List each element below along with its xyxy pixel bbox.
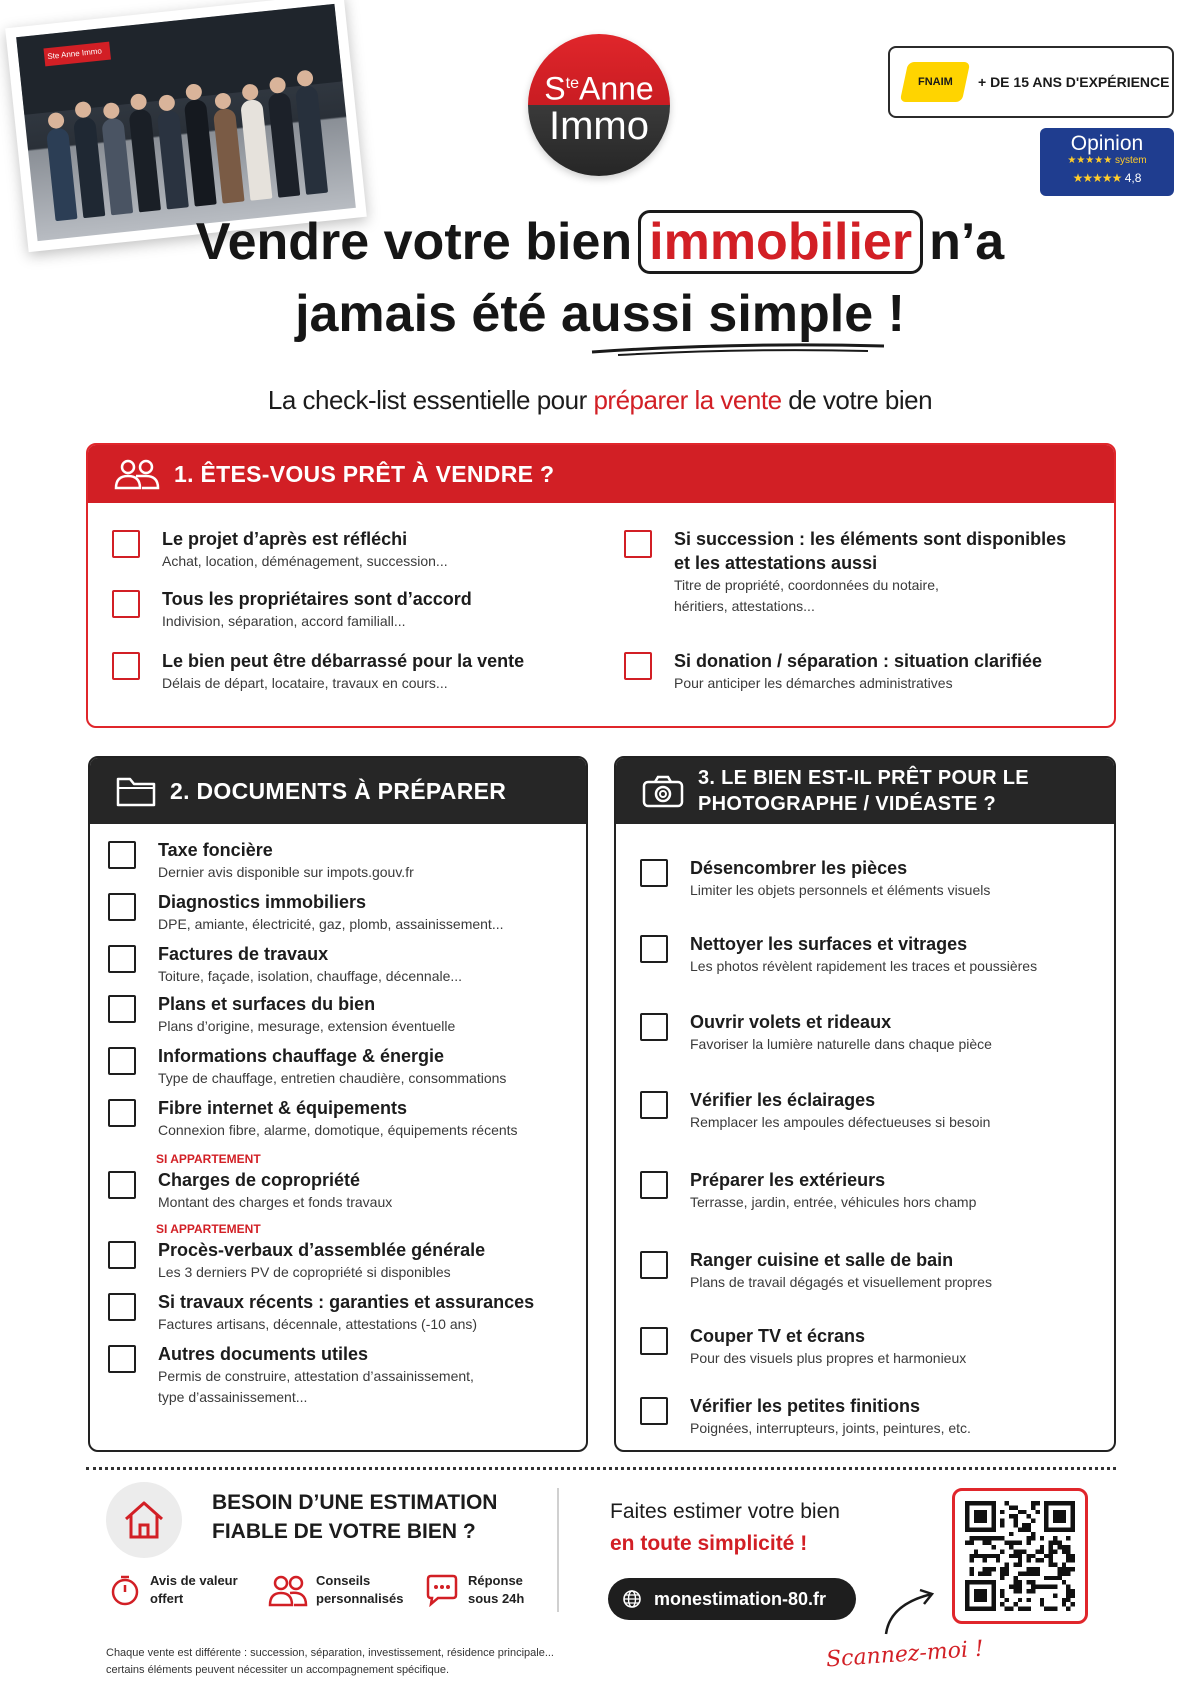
headline-highlight: immobilier (638, 210, 923, 274)
checklist-item[interactable]: Désencombrer les pièces Limiter les objets personnels et éléments visuels (640, 856, 990, 901)
fnaim-badge (888, 46, 1174, 118)
checkbox[interactable] (112, 530, 140, 558)
checkbox[interactable] (624, 652, 652, 680)
globe-icon (622, 1589, 642, 1609)
checkbox[interactable] (108, 1047, 136, 1075)
checkbox[interactable] (108, 841, 136, 869)
camera-icon (642, 774, 684, 808)
estimate-title: BESOIN D’UNE ESTIMATION FIABLE DE VOTRE BIEN ? (212, 1491, 498, 1543)
checkbox[interactable] (112, 652, 140, 680)
checkbox[interactable] (108, 945, 136, 973)
section-header (88, 445, 1114, 503)
cta-line: Faites estimer votre bien (610, 1500, 840, 1523)
checklist-item[interactable]: Charges de copropriété Montant des charges et fonds travaux (108, 1168, 392, 1213)
checkbox[interactable] (640, 1013, 668, 1041)
checklist-item[interactable]: Nettoyer les surfaces et vitrages Les photos révèlent rapidement les traces et poussières (640, 932, 1037, 977)
apartment-tag: SI APPARTEMENT (156, 1152, 261, 1166)
checkbox[interactable] (624, 530, 652, 558)
section-documents (88, 756, 588, 1452)
feature-fast-reply: Réponse sous 24h (424, 1572, 524, 1608)
fnaim-logo: FNAIM (900, 62, 971, 102)
checklist-item[interactable]: Informations chauffage & énergie Type de chauffage, entretien chaudière, consommations (108, 1044, 506, 1089)
checklist-item[interactable]: Le bien peut être débarrassé pour la vente Délais de départ, locataire, travaux en cours... (112, 649, 524, 694)
checkbox[interactable] (640, 1091, 668, 1119)
checklist-item[interactable]: Tous les propriétaires sont d’accord Indivision, séparation, accord familiall... (112, 587, 472, 632)
checklist-item[interactable]: Couper TV et écrans Pour des visuels plus propres et harmonieux (640, 1324, 966, 1369)
headline: Vendre votre bien immobilier n’a jamais été aussi simple ! (0, 206, 1200, 350)
home-icon (106, 1482, 182, 1558)
footnote: Chaque vente est différente : succession, séparation, investissement, résidence principale... certains éléments peuvent nécessiter un accompagnement spécifique. (106, 1647, 554, 1676)
section-header (90, 758, 586, 824)
brand-logo: $S^{te}Anne$ Immo (528, 34, 670, 176)
opinion-system-badge: Opinion ★★★★★ system ★★★★★ 4,8 (1040, 128, 1174, 196)
chat-bubble-icon (424, 1573, 460, 1607)
feature-free-valuation: Avis de valeur offert (108, 1572, 238, 1608)
underline-stroke (588, 340, 888, 356)
checkbox[interactable] (108, 1345, 136, 1373)
checklist-item[interactable]: Fibre internet & équipements Connexion fibre, alarme, domotique, équipements récents (108, 1096, 518, 1141)
rating-value: 4,8 (1124, 171, 1142, 185)
checkbox[interactable] (108, 1099, 136, 1127)
store-sign: Ste Anne Immo (43, 42, 111, 67)
experience-text: + DE 15 ANS D'EXPÉRIENCE (978, 74, 1170, 90)
checklist-item[interactable]: Le projet d’après est réfléchi Achat, location, déménagement, succession... (112, 527, 448, 572)
checkbox[interactable] (640, 859, 668, 887)
checkbox[interactable] (112, 590, 140, 618)
checkbox[interactable] (108, 1293, 136, 1321)
checklist-item[interactable]: Si succession : les éléments sont disponibles et les attestations aussi Titre de propriété, coordonnées du notaire, héritiers, attestations... (624, 527, 1066, 617)
footer-divider (86, 1467, 1116, 1470)
checkbox[interactable] (640, 1171, 668, 1199)
checkbox[interactable] (108, 1241, 136, 1269)
checklist-item[interactable]: Procès-verbaux d’assemblée générale Les 3 derniers PV de copropriété si disponibles (108, 1238, 485, 1283)
section-title: 1. ÊTES-VOUS PRÊT À VENDRE ? (174, 460, 555, 487)
subtitle: La check-list essentielle pour préparer la vente de votre bien (267, 385, 933, 415)
checkbox[interactable] (640, 1327, 668, 1355)
apartment-tag: SI APPARTEMENT (156, 1222, 261, 1236)
checklist-item[interactable]: Ranger cuisine et salle de bain Plans de travail dégagés et visuellement propres (640, 1248, 992, 1293)
users-icon (114, 458, 160, 490)
arrow-icon (880, 1584, 940, 1640)
website-url[interactable]: monestimation-80.fr (654, 1588, 827, 1609)
cta-highlight: en toute simplicité ! (610, 1532, 808, 1555)
section-title: 2. DOCUMENTS À PRÉPARER (170, 777, 507, 804)
star-icon: ★★★★★ (1067, 155, 1113, 166)
feature-personal-advice: Conseils personnalisés (268, 1572, 403, 1608)
checklist-item[interactable]: Autres documents utiles Permis de construire, attestation d’assainissement, type d’assainissement... (108, 1342, 474, 1408)
stopwatch-icon (108, 1573, 142, 1607)
folder-icon (116, 775, 156, 807)
checkbox[interactable] (108, 893, 136, 921)
footer-separator (557, 1488, 559, 1612)
checklist-item[interactable]: Factures de travaux Toiture, façade, isolation, chauffage, décennale... (108, 942, 462, 987)
star-icon: ★★★★★ (1072, 171, 1122, 185)
checkbox[interactable] (640, 1397, 668, 1425)
checklist-item[interactable]: Ouvrir volets et rideaux Favoriser la lumière naturelle dans chaque pièce (640, 1010, 992, 1055)
website-link[interactable] (608, 1578, 856, 1620)
people-icon (268, 1573, 308, 1607)
checklist-item[interactable]: Si travaux récents : garanties et assurances Factures artisans, décennale, attestations (-10 ans) (108, 1290, 534, 1335)
section-photo-ready (614, 756, 1116, 1452)
section-ready-to-sell (86, 443, 1116, 728)
checkbox[interactable] (640, 1251, 668, 1279)
checklist-item[interactable]: Vérifier les éclairages Remplacer les ampoules défectueuses si besoin (640, 1088, 990, 1133)
checkbox[interactable] (108, 995, 136, 1023)
checklist-item[interactable]: Préparer les extérieurs Terrasse, jardin, entrée, véhicules hors champ (640, 1168, 976, 1213)
section-header (616, 758, 1114, 824)
checklist-item[interactable]: Plans et surfaces du bien Plans d’origine, mesurage, extension éventuelle (108, 992, 455, 1037)
opinion-name: Opinion (1070, 132, 1144, 155)
scan-me-text: Scannez-moi ! (825, 1636, 985, 1673)
section-title: 3. LE BIEN EST-IL PRÊT POUR LE PHOTOGRAPHE / VIDÉASTE ? (698, 767, 1029, 815)
checkbox[interactable] (640, 935, 668, 963)
checklist-item[interactable]: Vérifier les petites finitions Poignées, interrupteurs, joints, peintures, etc. (640, 1394, 971, 1439)
qr-code[interactable] (952, 1488, 1088, 1624)
checklist-item[interactable]: Si donation / séparation : situation clarifiée Pour anticiper les démarches administratives (624, 649, 1042, 694)
checklist-item[interactable]: Taxe foncière Dernier avis disponible sur impots.gouv.fr (108, 838, 414, 883)
checklist-item[interactable]: Diagnostics immobiliers DPE, amiante, électricité, gaz, plomb, assainissement... (108, 890, 503, 935)
checkbox[interactable] (108, 1171, 136, 1199)
